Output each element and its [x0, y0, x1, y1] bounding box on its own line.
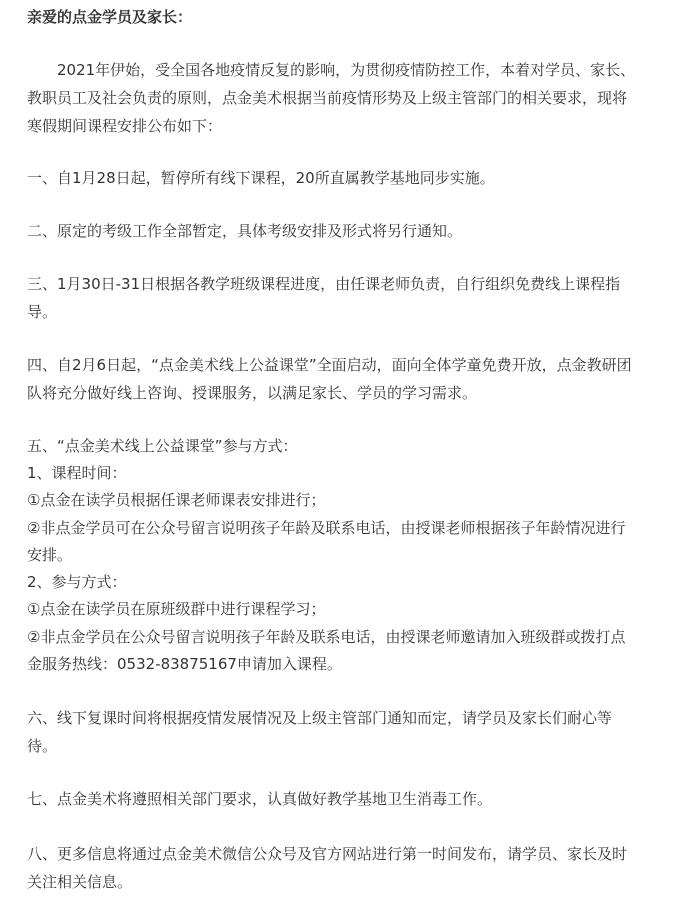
intro-line-1: 2021年伊始，受全国各地疫情反复的影响，为贯彻疫情防控工作，本着对学员、家长、 [57, 61, 636, 79]
item-five-sub1-b-line-2: 安排。 [27, 546, 73, 564]
intro-line-2: 教职员工及社会负责的原则，点金美术根据当前疫情形势及上级主管部门的相关要求，现将 [27, 89, 628, 107]
item-five-sub2-a: ①点金在读学员在原班级群中进行课程学习； [27, 600, 326, 618]
item-five-sub1-a: ①点金在读学员根据任课老师课表安排进行； [27, 491, 326, 509]
item-three-line-1: 三、1月30日-31日根据各教学班级课程进度，由任课老师负责，自行组织免费线上课程指 [27, 275, 621, 293]
item-six-line-2: 待。 [27, 737, 58, 755]
item-five-sub1-title: 1、课程时间： [27, 464, 127, 482]
item-five-sub1-b-line-1: ②非点金学员可在公众号留言说明孩子年龄及联系电话，由授课老师根据孩子年龄情况进行 [27, 519, 626, 537]
item-six-line-1: 六、线下复课时间将根据疫情发展情况及上级主管部门通知而定，请学员及家长们耐心等 [27, 709, 613, 727]
item-five-sub2-title: 2、参与方式： [27, 573, 127, 591]
item-four-line-2: 队将充分做好线上咨询、授课服务，以满足家长、学员的学习需求。 [27, 384, 478, 402]
item-eight-line-2: 关注相关信息。 [27, 873, 133, 891]
item-five-sub2-b-line-2: 金服务热线：0532-83875167申请加入课程。 [27, 655, 342, 673]
greeting-heading: 亲爱的点金学员及家长： [27, 8, 193, 26]
item-four-line-1: 四、自2月6日起，“点金美术线上公益课堂”全面启动，面向全体学童免费开放，点金教研团 [27, 356, 632, 374]
intro-line-3: 寒假期间课程安排公布如下： [27, 117, 223, 135]
item-seven: 七、点金美术将遵照相关部门要求，认真做好教学基地卫生消毒工作。 [27, 790, 493, 808]
item-five-heading: 五、“点金美术线上公益课堂”参与方式： [27, 437, 298, 455]
item-two: 二、原定的考级工作全部暂定，具体考级安排及形式将另行通知。 [27, 222, 463, 240]
item-one: 一、自1月28日起，暂停所有线下课程，20所直属教学基地同步实施。 [27, 169, 495, 187]
item-three-line-2: 导。 [27, 303, 58, 321]
item-five-sub2-b-line-1: ②非点金学员在公众号留言说明孩子年龄及联系电话，由授课老师邀请加入班级群或拨打点 [27, 628, 626, 646]
item-eight-line-1: 八、更多信息将通过点金美术微信公众号及官方网站进行第一时间发布，请学员、家长及时 [27, 845, 628, 863]
